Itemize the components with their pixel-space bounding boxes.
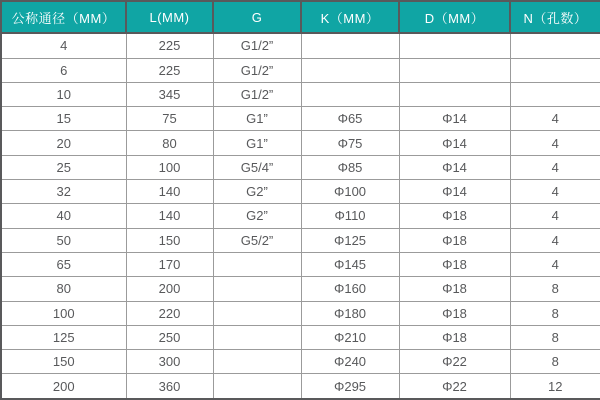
table-row — [1, 155, 600, 179]
table-cell: G2” — [213, 180, 301, 204]
column-header: 公称通径（MM） — [1, 1, 126, 33]
table-row — [1, 58, 600, 82]
table-cell: 40 — [1, 204, 126, 228]
table-cell: 80 — [1, 277, 126, 301]
table-row — [1, 228, 600, 252]
table-row — [1, 204, 600, 228]
table-cell: Φ160 — [301, 277, 399, 301]
table-cell: Φ100 — [301, 180, 399, 204]
table-cell — [301, 58, 399, 82]
table-row — [1, 107, 600, 131]
table-cell: Φ145 — [301, 252, 399, 276]
table-cell — [399, 82, 510, 106]
table-row — [1, 180, 600, 204]
table-cell: 200 — [1, 374, 126, 399]
table-cell: 100 — [1, 301, 126, 325]
table-cell: G5/2” — [213, 228, 301, 252]
table-cell: Φ18 — [399, 301, 510, 325]
table-cell: 345 — [126, 82, 213, 106]
table-cell: Φ14 — [399, 131, 510, 155]
table-cell: 4 — [510, 252, 600, 276]
table-row — [1, 374, 600, 399]
table-cell: 225 — [126, 58, 213, 82]
table-cell: Φ110 — [301, 204, 399, 228]
header-row — [1, 1, 600, 33]
table-cell: 80 — [126, 131, 213, 155]
table-cell: 4 — [510, 155, 600, 179]
table-cell: Φ22 — [399, 350, 510, 374]
table-cell — [213, 374, 301, 399]
table-cell: 75 — [126, 107, 213, 131]
table-cell — [399, 58, 510, 82]
table-cell: 4 — [510, 107, 600, 131]
table-cell: Φ65 — [301, 107, 399, 131]
table-cell: 100 — [126, 155, 213, 179]
table-cell — [213, 252, 301, 276]
table-cell: 6 — [1, 58, 126, 82]
table-cell: 140 — [126, 180, 213, 204]
table-cell: 225 — [126, 33, 213, 58]
table-row — [1, 33, 600, 58]
table-cell: 32 — [1, 180, 126, 204]
table-cell: Φ14 — [399, 180, 510, 204]
table-cell: 8 — [510, 350, 600, 374]
table-cell: Φ180 — [301, 301, 399, 325]
table-row — [1, 277, 600, 301]
table-cell: 200 — [126, 277, 213, 301]
table-cell: Φ18 — [399, 325, 510, 349]
table-cell: 10 — [1, 82, 126, 106]
table-cell: Φ85 — [301, 155, 399, 179]
table-cell: 140 — [126, 204, 213, 228]
table-cell: Φ14 — [399, 155, 510, 179]
column-header: G — [213, 1, 301, 33]
table-cell: 4 — [510, 204, 600, 228]
column-header: K（MM） — [301, 1, 399, 33]
table-cell: 4 — [510, 131, 600, 155]
table-cell: 125 — [1, 325, 126, 349]
table-cell: Φ295 — [301, 374, 399, 399]
table-cell: G1/2” — [213, 58, 301, 82]
table-cell: G2” — [213, 204, 301, 228]
spec-table-header — [1, 1, 600, 33]
table-cell — [301, 82, 399, 106]
table-cell — [510, 82, 600, 106]
table-cell: 4 — [510, 180, 600, 204]
table-cell — [399, 33, 510, 58]
table-cell — [213, 277, 301, 301]
table-cell: 25 — [1, 155, 126, 179]
table-cell: 4 — [510, 228, 600, 252]
table-row — [1, 131, 600, 155]
table-cell: 4 — [1, 33, 126, 58]
table-cell — [213, 325, 301, 349]
table-cell: G1” — [213, 107, 301, 131]
spec-table-body — [1, 33, 600, 399]
table-cell: 15 — [1, 107, 126, 131]
table-cell: Φ210 — [301, 325, 399, 349]
table-cell: 360 — [126, 374, 213, 399]
table-row — [1, 252, 600, 276]
table-cell: 12 — [510, 374, 600, 399]
table-cell: 170 — [126, 252, 213, 276]
table-row — [1, 301, 600, 325]
table-cell — [213, 301, 301, 325]
table-cell: 150 — [126, 228, 213, 252]
table-cell: 300 — [126, 350, 213, 374]
table-cell: 220 — [126, 301, 213, 325]
table-cell: G5/4” — [213, 155, 301, 179]
column-header: D（MM） — [399, 1, 510, 33]
table-cell: 20 — [1, 131, 126, 155]
table-cell: Φ125 — [301, 228, 399, 252]
table-cell — [213, 350, 301, 374]
table-cell — [510, 58, 600, 82]
table-row — [1, 82, 600, 106]
column-header: L(MM) — [126, 1, 213, 33]
table-cell: Φ22 — [399, 374, 510, 399]
table-cell: 8 — [510, 325, 600, 349]
table-cell: 250 — [126, 325, 213, 349]
table-cell: Φ240 — [301, 350, 399, 374]
table-cell — [301, 33, 399, 58]
table-cell: Φ18 — [399, 252, 510, 276]
table-cell: 50 — [1, 228, 126, 252]
table-row — [1, 325, 600, 349]
column-header: N（孔数） — [510, 1, 600, 33]
table-cell: G1/2” — [213, 33, 301, 58]
table-row — [1, 350, 600, 374]
table-cell: 8 — [510, 277, 600, 301]
table-cell: G1/2” — [213, 82, 301, 106]
table-cell: 8 — [510, 301, 600, 325]
table-cell: 150 — [1, 350, 126, 374]
table-cell: Φ18 — [399, 277, 510, 301]
table-cell: Φ18 — [399, 204, 510, 228]
table-cell: Φ18 — [399, 228, 510, 252]
table-cell: Φ75 — [301, 131, 399, 155]
table-cell: G1” — [213, 131, 301, 155]
table-cell — [510, 33, 600, 58]
table-cell: Φ14 — [399, 107, 510, 131]
table-cell: 65 — [1, 252, 126, 276]
